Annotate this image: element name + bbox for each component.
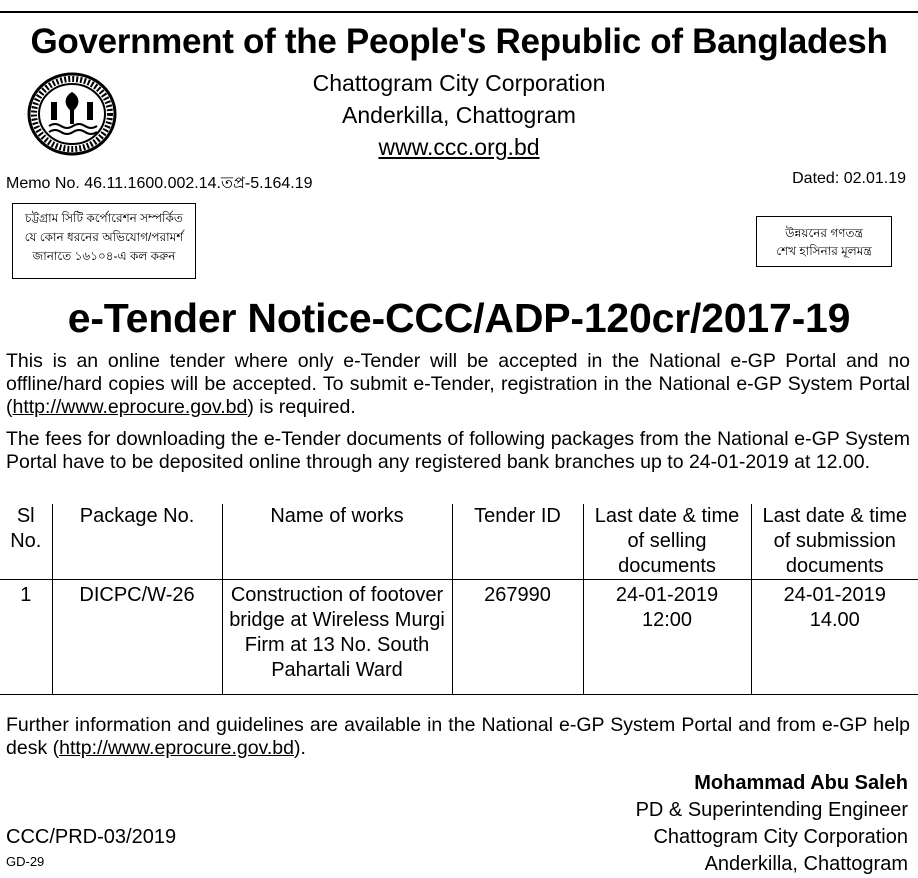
- further-info-paragraph: [6, 714, 910, 760]
- cell-works: Construction of footover bridge at Wireless Murgi Firm at 13 No. South Pahartali Ward: [222, 580, 452, 695]
- organization-address: Anderkilla, Chattogram: [342, 102, 576, 128]
- signatory-name: Mohammad Abu Saleh: [694, 772, 908, 794]
- slogan-line-1: উন্নয়নের গণতন্ত্র: [785, 226, 863, 240]
- fees-paragraph: The fees for downloading the e-Tender documents of following packages from the National e-GP System Portal have to be deposited online through any registered bank branches up to 24-01-2019 at 12.00.: [6, 428, 910, 473]
- intro-paragraph: [6, 350, 910, 419]
- header-tender-id: Tender ID: [452, 504, 583, 580]
- gd-number: GD-29: [6, 854, 45, 869]
- helpdesk-link[interactable]: http://www.eprocure.gov.bd: [59, 737, 294, 759]
- reference-number: CCC/PRD-03/2019: [6, 826, 177, 848]
- header-sl: Sl No.: [0, 504, 52, 580]
- selling-date: 24-01-2019: [615, 584, 719, 606]
- slogan-box: [756, 216, 892, 267]
- cell-sl: 1: [0, 580, 52, 695]
- eprocure-link[interactable]: http://www.eprocure.gov.bd: [12, 396, 248, 418]
- further-text-a: Further information and guidelines are available in the National e-GP System Portal and from e-GP help desk (: [6, 714, 910, 759]
- header-works: Name of works: [222, 504, 452, 580]
- notice-title: e-Tender Notice-CCC/ADP-120cr/2017-19: [67, 295, 851, 341]
- cell-selling: [583, 580, 751, 695]
- hotline-line-1: চট্টগ্রাম সিটি কর্পোরেশন সম্পর্কিত: [25, 211, 183, 225]
- cell-tender-id: 267990: [452, 580, 583, 695]
- slogan-line-2: শেখ হাসিনার মূলমন্ত্র: [776, 244, 872, 258]
- top-rule: [0, 11, 918, 13]
- selling-time: 12:00: [641, 609, 693, 631]
- government-heading: Government of the People's Republic of Bangladesh: [30, 22, 888, 61]
- signatory-address: Anderkilla, Chattogram: [704, 853, 908, 875]
- further-text-b: ).: [293, 737, 306, 759]
- table-header-row: [0, 504, 918, 580]
- memo-date: Dated: 02.01.19: [792, 170, 906, 187]
- header-package: Package No.: [52, 504, 222, 580]
- tender-table: [0, 504, 918, 695]
- cell-package: DICPC/W-26: [52, 580, 222, 695]
- table-row: [0, 580, 918, 695]
- intro-text-a: This is an online tender where only e-Tender will be accepted in the National e-GP Portal and no offline/hard copies will be accepted. To submit e-Tender, registration in the National e-GP System Portal (: [6, 350, 910, 418]
- signatory-designation: PD & Superintending Engineer: [635, 799, 908, 821]
- submission-date: 24-01-2019: [783, 584, 886, 606]
- cell-submission: [751, 580, 918, 695]
- signatory-organization: Chattogram City Corporation: [653, 826, 908, 848]
- intro-text-b: ) is required.: [247, 396, 356, 418]
- complaint-hotline-box: [12, 203, 196, 279]
- header-selling-date: Last date & time of selling documents: [583, 504, 751, 580]
- submission-time: 14.00: [809, 609, 860, 631]
- organization-name: Chattogram City Corporation: [312, 70, 606, 96]
- memo-number: Memo No. 46.11.1600.002.14.তপ্র-5.164.19: [6, 175, 313, 192]
- hotline-line-3: জানাতে ১৬১০৪-এ কল করুন: [32, 249, 176, 263]
- hotline-line-2: যে কোন ধরনের অভিযোগ/পরামর্শ: [24, 230, 184, 244]
- website-link[interactable]: www.ccc.org.bd: [378, 134, 540, 160]
- header-submission-date: Last date & time of submission documents: [751, 504, 918, 580]
